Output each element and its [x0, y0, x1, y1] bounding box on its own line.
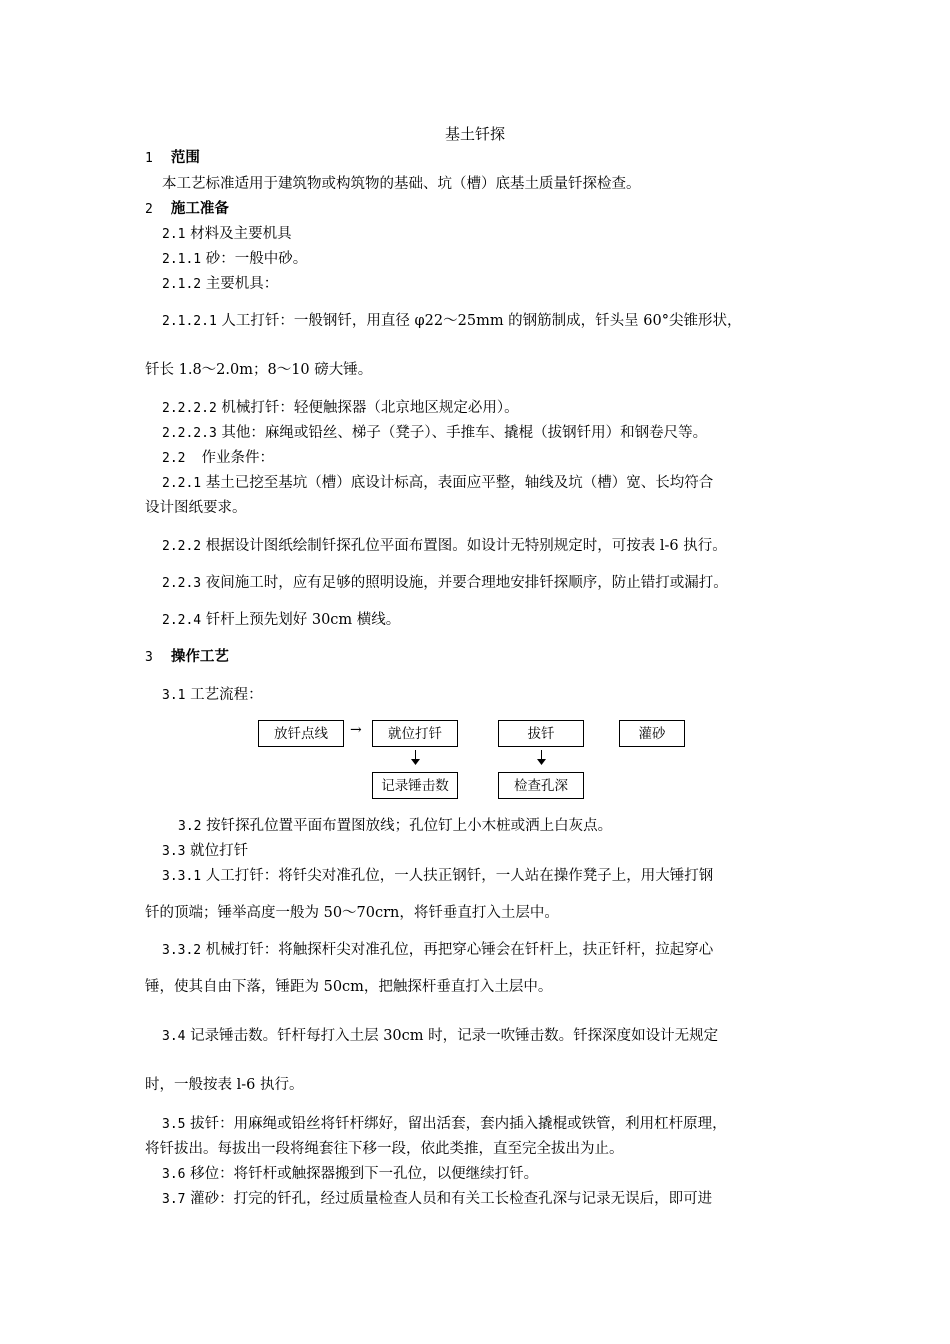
- paragraph-3-5-cont: 将钎拔出。每拔出一段将绳套往下移一段，依此类推，直至完全拔出为止。: [145, 1141, 624, 1157]
- paragraph-3-3-1-cont: 钎的顶端；锤举高度一般为 50～70crn，将钎垂直打入土层中。: [145, 905, 559, 921]
- paragraph-3-4: 3.4 记录锤击数。钎杆每打入土层 30cm 时，记录一吹锤击数。钎探深度如设计无规定: [162, 1028, 719, 1044]
- paragraph-2-1-2-1-cont: 钎长 1.8～2.0m；8～10 磅大锤。: [145, 362, 373, 378]
- page-title: 基土钎探: [444, 125, 505, 143]
- paragraph-3-1: 3.1 工艺流程：: [162, 687, 263, 703]
- paragraph-3-3: 3.3 就位打钎: [162, 843, 249, 859]
- paragraph-3-3-2: 3.3.2 机械打钎：将触探杆尖对准孔位，再把穿心锤会在钎杆上，扶正钎杆，拉起穿心: [162, 942, 714, 958]
- paragraph-3-3-1: 3.3.1 人工打钎：将钎尖对准孔位，一人扶正钢钎，一人站在操作凳子上，用大锤打钢: [162, 868, 714, 884]
- paragraph-2-1-1: 2.1.1 砂：一般中砂。: [162, 251, 308, 267]
- flow-box-pull-rod: 拔钎: [498, 720, 584, 747]
- flow-box-fill-sand: 灌砂: [619, 720, 685, 747]
- flow-box-position-drive: 就位打钎: [372, 720, 458, 747]
- paragraph-2-2-4: 2.2.4 钎杆上预先划好 30cm 横线。: [162, 612, 401, 628]
- section-1-heading: 1 范围: [145, 150, 200, 166]
- paragraph-2-2-2: 2.2.2 根据设计图纸绘制钎探孔位平面布置图。如设计无特别规定时，可按表 l-6 执行。: [162, 538, 727, 554]
- section-3-heading: 3 操作工艺: [145, 649, 229, 665]
- paragraph-2-2-3: 2.2.3 夜间施工时，应有足够的照明设施，并要合理地安排钎探顺序，防止错打或漏打。: [162, 575, 728, 591]
- flow-box-set-out-points: 放钎点线: [258, 720, 344, 747]
- arrow-down-icon: [537, 759, 546, 766]
- section-2-heading: 2 施工准备: [145, 201, 229, 217]
- paragraph-2-2-2-3: 2.2.2.3 其他：麻绳或铅丝、梯子（凳子）、手推车、撬棍（拔钢钎用）和钢卷尺等。: [162, 425, 708, 441]
- paragraph-3-6: 3.6 移位：将钎杆或触探器搬到下一孔位，以便继续打钎。: [162, 1166, 539, 1182]
- flow-box-check-depth: 检查孔深: [498, 772, 584, 799]
- paragraph-3-7: 3.7 灌砂：打完的钎孔，经过质量检查人员和有关工长检查孔深与记录无误后，即可进: [162, 1191, 713, 1207]
- paragraph-2-1: 2.1 材料及主要机具: [162, 226, 292, 242]
- paragraph-3-5: 3.5 拔钎：用麻绳或铅丝将钎杆绑好，留出活套，套内插入撬棍或铁管，利用杠杆原理，: [162, 1116, 727, 1132]
- paragraph-3-3-2-cont: 锤，使其自由下落，锤距为 50cm，把触探杆垂直打入土层中。: [145, 979, 553, 995]
- paragraph-2-2-1-cont: 设计图纸要求。: [145, 500, 247, 516]
- flow-arrow-right: →: [350, 722, 362, 738]
- paragraph-3-4-cont: 时，一般按表 l-6 执行。: [145, 1077, 304, 1093]
- paragraph-3-2: 3.2 按钎探孔位置平面布置图放线；孔位钉上小木桩或洒上白灰点。: [178, 818, 613, 834]
- paragraph-2-2-2-2: 2.2.2.2 机械打钎：轻便触探器（北京地区规定必用）。: [162, 400, 519, 416]
- section-1-text: 本工艺标准适用于建筑物或构筑物的基础、坑（槽）底基土质量钎探检查。: [162, 176, 641, 192]
- flow-box-record-blows: 记录锤击数: [372, 772, 458, 799]
- paragraph-2-2: 2.2 作业条件：: [162, 450, 274, 466]
- paragraph-2-2-1: 2.2.1 基土已挖至基坑（槽）底设计标高，表面应平整，轴线及坑（槽）宽、长均符合: [162, 475, 714, 491]
- paragraph-2-1-2: 2.1.2 主要机具：: [162, 276, 279, 292]
- arrow-down-icon: [411, 759, 420, 766]
- paragraph-2-1-2-1: 2.1.2.1 人工打钎：一般钢钎，用直径 φ22～25mm 的钢筋制成，钎头呈 60°尖锥形状，: [162, 313, 742, 329]
